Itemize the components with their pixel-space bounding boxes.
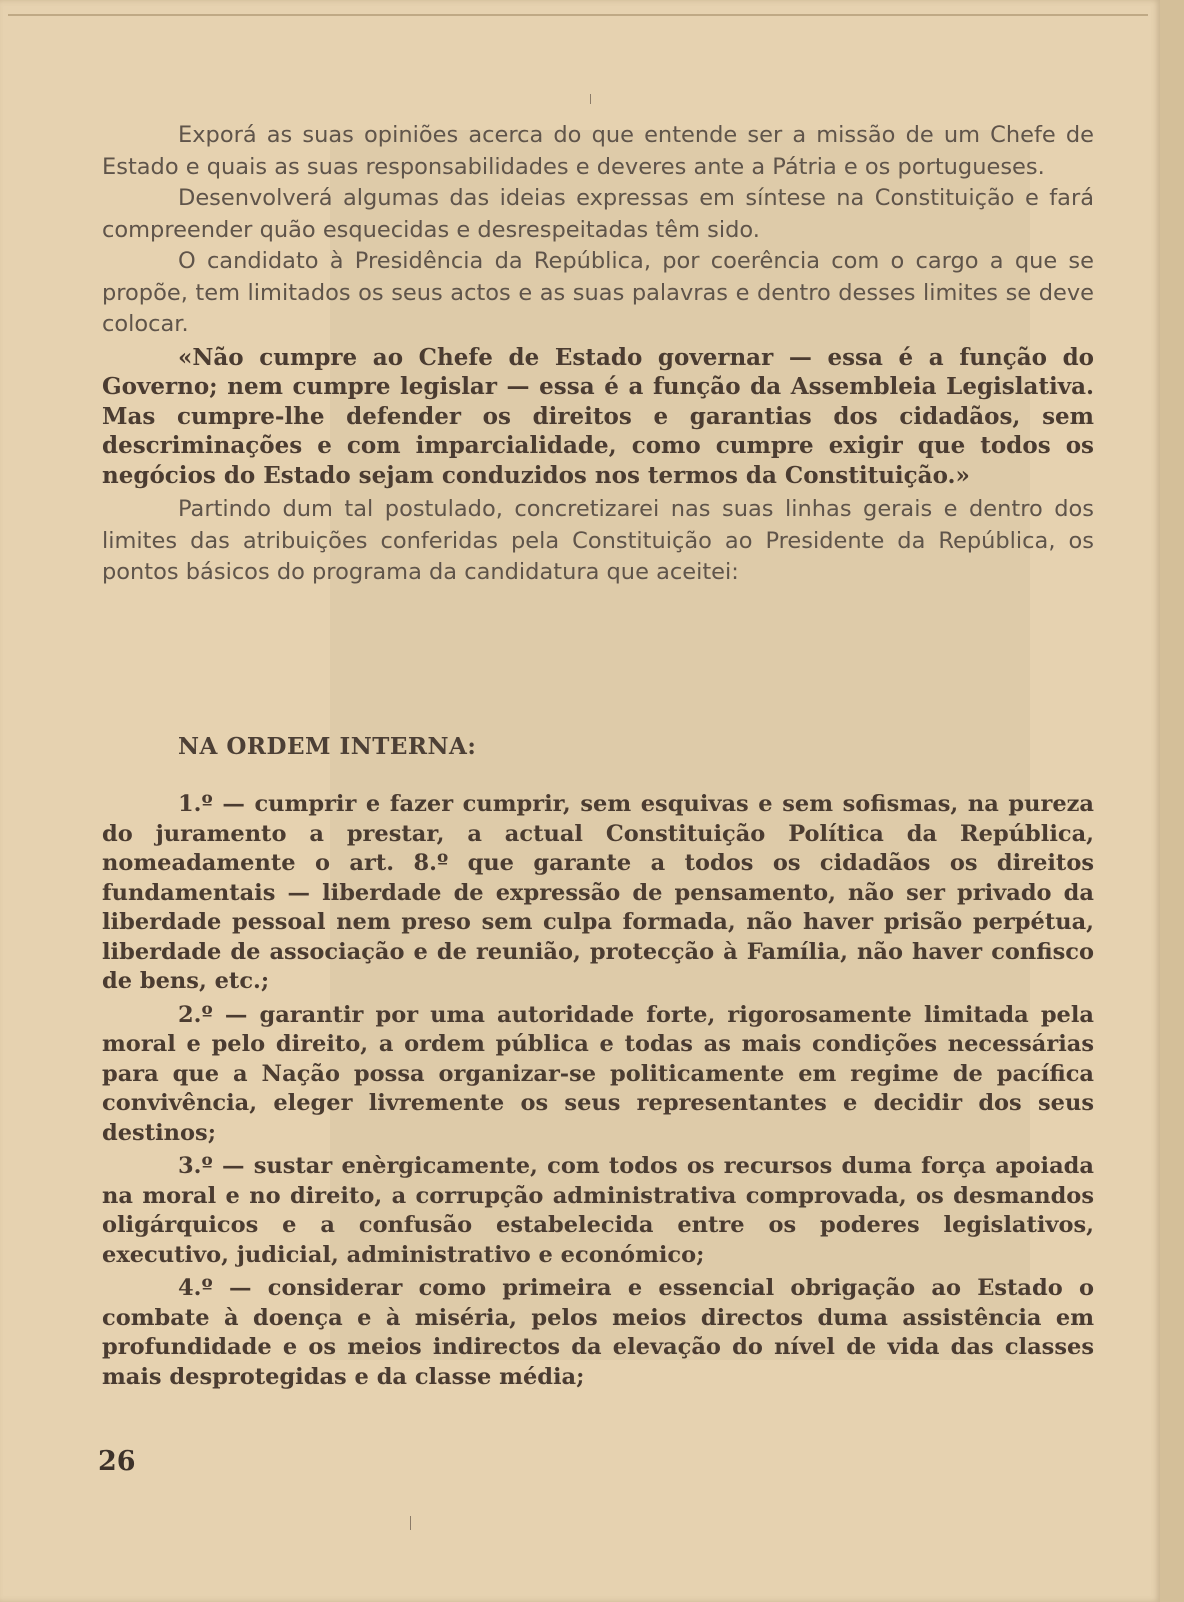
page-number: 26 [98,1446,136,1477]
page-top-edge [8,14,1148,16]
program-item-1: 1.º — cumprir e fazer cumprir, sem esquivas e sem sofismas, na pureza do juramento a prestar, a actual Constituição Política da República, nomeadamente o art. 8.º que garante a todos os cidadãos os direitos fundamentais — liberdade de expressão de pensamento, não ser privado da liberdade pessoal nem preso sem culpa formada, não haver prisão perpétua, liberdade de associação e de reunião, protecção à Família, não haver confisco de bens, etc.; [102,791,1094,994]
paper-mark [590,94,591,104]
program-item-4: 4.º — considerar como primeira e essencial obrigação ao Estado o combate à doença e à miséria, pelos meios directos duma assistência em profundidade e os meios indirectos da elevação do nível de vida das classes mais desprotegidas e da classe média; [102,1275,1094,1390]
intro-paragraph-1: Exporá as suas opiniões acerca do que entende ser a missão de um Chefe de Estado e quais as suas responsabilidades e deveres ante a Pátria e os portugueses. [102,122,1094,180]
page-edge [1160,0,1184,1602]
program-item-3: 3.º — sustar enèrgicamente, com todos os recursos duma força apoiada na moral e no direito, a corrupção administrativa comprovada, os desmandos oligárquicos e a confusão estabelecida entre os poderes legislativos, executivo, judicial, administrativo e económico; [102,1153,1094,1268]
quote-paragraph: «Não cumpre ao Chefe de Estado governar — essa é a função do Governo; nem cumpre legislar — essa é a função da Assembleia Legislativa. Mas cumpre-lhe defender os direitos e garantias dos cidadãos, sem descriminações e com imparcialidade, como cumpre exigir que todos os negócios do Estado sejam conduzidos nos termos da Constituição.» [102,343,1094,489]
intro-section [102,120,1094,589]
section-heading: NA ORDEM INTERNA: [178,733,477,760]
closing-paragraph: Partindo dum tal postulado, concretizarei nas suas linhas gerais e dentro dos limites das atribuições conferidas pela Constituição ao Presidente da República, os pontos básicos do programa da candidatura que aceitei: [102,496,1094,585]
paper-mark [410,1516,411,1530]
program-item-2: 2.º — garantir por uma autoridade forte, rigorosamente limitada pela moral e pelo direito, a ordem pública e todas as mais condições necessárias para que a Nação possa organizar-se politicamente em regime de pacífica convivência, eleger livremente os seus representantes e decidir dos seus destinos; [102,1001,1094,1146]
intro-paragraph-3: O candidato à Presidência da República, por coerência com o cargo a que se propõe, tem limitados os seus actos e as suas palavras e dentro desses limites se deve colocar. [102,248,1094,337]
program-items [102,790,1094,1396]
intro-paragraph-2: Desenvolverá algumas das ideias expressas em síntese na Constituição e fará compreender quão esquecidas e desrespeitadas têm sido. [102,185,1094,243]
